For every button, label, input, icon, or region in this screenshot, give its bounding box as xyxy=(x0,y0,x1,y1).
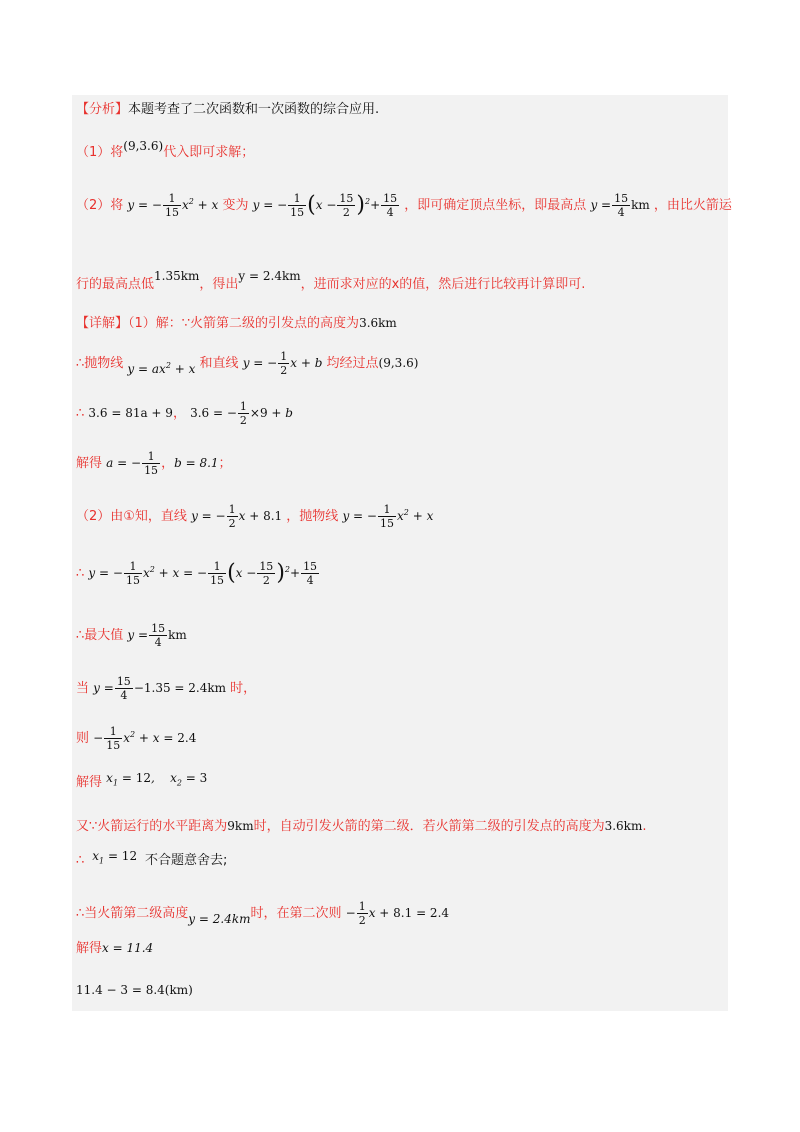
parabola-eq: y = − $\frac{1}{15}$ $x^2 + x$ xyxy=(127,192,219,219)
point: (9,3.6) xyxy=(123,139,164,153)
max-height: y = $\frac{15}{4}$ km xyxy=(590,192,650,219)
detail-line1: 【详解】（1）解：∵火箭第二级的引发点的高度为3.6km xyxy=(76,316,397,331)
analysis-summary: 本题考查了二次函数和一次函数的综合应用. xyxy=(128,102,380,117)
solution-panel xyxy=(72,95,728,1011)
detail-line9: 则 − $\frac{1}{15}$ $x^2 + x = 2.4$ xyxy=(76,725,197,752)
detail-line7: ∴最大值 y = $\frac{15}{4}$ km xyxy=(76,622,187,649)
analysis-step3: 行的最高点低1.35km，得出y = 2.4km，进而求对应的x的值，然后进行比较再计算即可. xyxy=(76,269,586,292)
detail-line2: ∴抛物线 $y = ax^2 + x$ 和直线 y = − $\frac{1}{2}$ x + b 均经过点(9,3.6) xyxy=(76,350,419,377)
detail-line12: ∴ $x_1 = 12$ 不合题意舍去; xyxy=(76,849,228,868)
detail-line6: ∴ y = − $\frac{1}{15}$ $x^2 + x$ = − $\frac{1}{15}$ (x − $\frac{15}{2}$ )$^2$+ $\frac{15}{4}$ xyxy=(76,560,318,587)
detail-line13: ∴当火箭第二级高度y = 2.4km时，在第二次则 − $\frac{1}{2}$ x + 8.1 = 2.4 xyxy=(76,900,450,927)
analysis-title: 【分析】 xyxy=(76,102,129,117)
detail-line8: 当 y = $\frac{15}{4}$ −1.35 = 2.4km 时， xyxy=(76,675,257,702)
analysis-line xyxy=(76,102,379,118)
detail-line15: 11.4 − 3 = 8.4(km) xyxy=(76,983,193,997)
detail-line10: 解得 $x_1 = 12$, $x_2 = 3$ xyxy=(76,771,208,790)
detail-title: 【详解】 xyxy=(76,316,129,331)
detail-line4: 解得 a = − $\frac{1}{15}$ ，b = 8.1； xyxy=(76,450,232,477)
detail-line11: 又∵火箭运行的水平距离为9km时，自动引发火箭的第二级．若火箭第二级的引发点的高度为3.6km. xyxy=(76,819,647,834)
vertex-form-eq: y = − $\frac{1}{15}$ (x − $\frac{15}{2}$ )$^2$+ $\frac{15}{4}$ xyxy=(252,192,398,219)
analysis-step1: （1）将(9,3.6)代入即可求解； xyxy=(76,139,255,160)
detail-line5: （2）由①知，直线 y = − $\frac{1}{2}$ x + 8.1 ，抛物线 y = − $\frac{1}{15}$ $x^2 + x$ xyxy=(76,503,434,530)
analysis-step2: （2）将 y = − $\frac{1}{15}$ $x^2 + x$ 变为 y = − $\frac{1}{15}$ (x − $\frac{15}{2}$ )$^2$+ $\frac{15}{4}$ ，即可确定顶点坐标，即最高点 y = $\frac{15}{4}$ km ，由比火箭运 xyxy=(76,192,732,219)
detail-line3: ∴ 3.6 = 81a + 9， 3.6 = − $\frac{1}{2}$ ×9 + b xyxy=(76,400,293,427)
detail-line14: 解得x = 11.4 xyxy=(76,941,154,956)
